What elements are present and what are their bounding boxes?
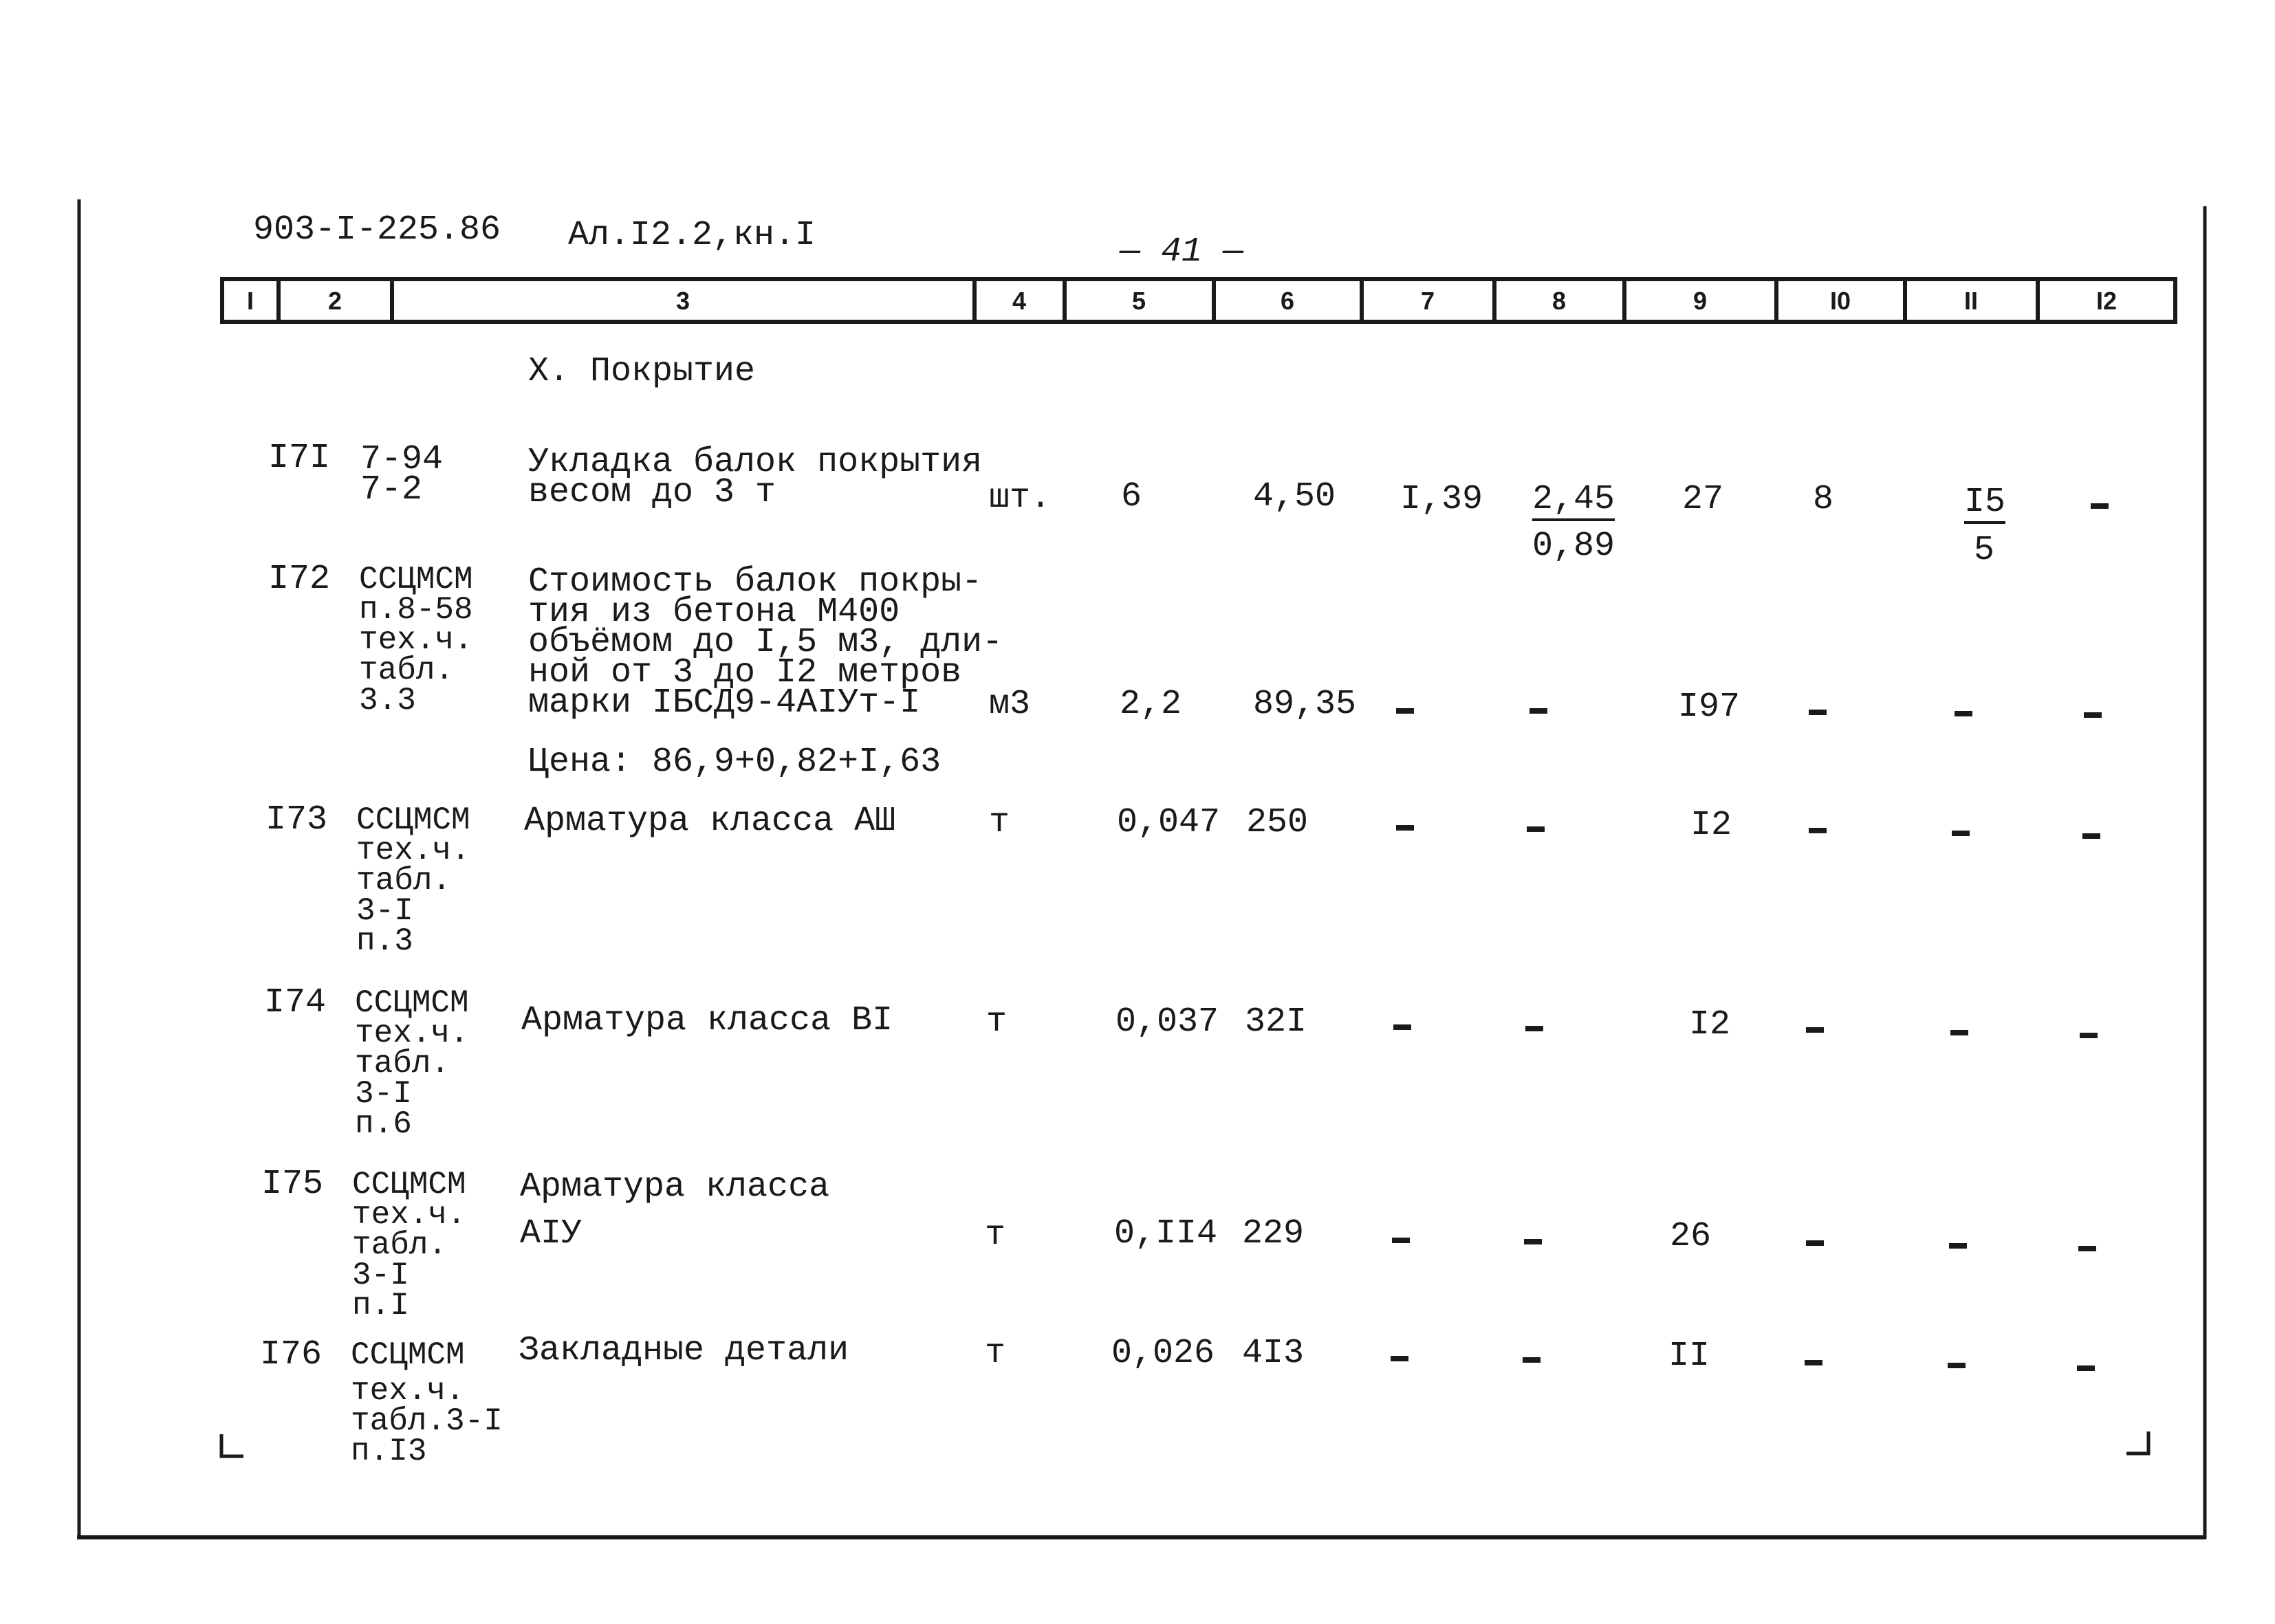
work-description-line: АIУ	[520, 1214, 583, 1253]
album-reference: Ал.I2.2,кн.I	[568, 216, 816, 255]
col-number-8: 8	[1552, 287, 1567, 315]
col10-dash	[1805, 1360, 1822, 1365]
norm-code-line: 3-I	[355, 1076, 412, 1112]
col12-dash	[2082, 833, 2100, 839]
row-number: I73	[265, 800, 328, 840]
norm-code-line: табл.	[352, 1227, 448, 1263]
col12-dash	[2080, 1033, 2098, 1038]
unit: т	[985, 1216, 1006, 1255]
norm-code-line: 3-I	[352, 1258, 409, 1293]
col12-dash	[2077, 1365, 2095, 1371]
norm-code-line: тех.ч.	[351, 1373, 465, 1409]
unit-price: 4,50	[1253, 477, 1336, 516]
norm-code-line: ССЦМСМ	[355, 985, 469, 1021]
col9-value: 27	[1682, 480, 1724, 519]
col11-value-bottom: 5	[1974, 531, 1995, 570]
col-number-4: 4	[1012, 287, 1027, 315]
unit-price: 229	[1242, 1214, 1305, 1253]
unit: м3	[989, 685, 1031, 724]
col10-dash	[1806, 1240, 1824, 1246]
col-number-3: 3	[675, 287, 690, 315]
quantity: 0,047	[1117, 803, 1221, 842]
col11-dash	[1949, 1243, 1967, 1249]
page-number-value: 41	[1161, 232, 1203, 272]
col7-dash	[1391, 1356, 1408, 1361]
norm-code-line: ССЦМСМ	[359, 562, 473, 597]
quantity: 0,026	[1111, 1334, 1215, 1373]
col-number-2: 2	[327, 287, 342, 315]
norm-code-line: 3.3	[359, 683, 416, 718]
col12-dash	[2091, 503, 2109, 509]
col11-dash	[1950, 1030, 1968, 1035]
col11-value-top: I5	[1964, 485, 2005, 524]
col11-dash	[1948, 1363, 1966, 1368]
col9-value: I2	[1689, 1005, 1731, 1044]
norm-code-line: тех.ч.	[355, 1016, 469, 1051]
norm-code-line: табл.	[355, 1046, 450, 1082]
row-number: I7I	[268, 439, 331, 478]
norm-code-line: ССЦМСМ	[351, 1337, 465, 1373]
quantity: 0,II4	[1114, 1214, 1218, 1253]
col10-value: 8	[1813, 480, 1834, 519]
norm-code-line: тех.ч.	[352, 1197, 466, 1233]
norm-code-line: 3-I	[356, 893, 413, 929]
work-description-line: тия из бетона М400	[528, 593, 900, 632]
col8-dash	[1523, 1357, 1541, 1363]
col9-value: II	[1668, 1337, 1710, 1376]
work-description-line: ной от 3 до I2 метров	[528, 653, 962, 692]
norm-code-line: п.8-58	[359, 592, 473, 628]
work-description-line: Арматура класса	[520, 1167, 830, 1207]
col7-dash	[1393, 1024, 1411, 1030]
norm-code-line: п.I	[352, 1288, 409, 1324]
norm-code-line: табл.	[356, 863, 452, 899]
work-description-line: объёмом до I,5 м3, дли-	[528, 623, 1003, 662]
col-number-6: 6	[1280, 287, 1295, 315]
col9-value: I2	[1690, 806, 1732, 845]
col7-dash	[1396, 825, 1414, 831]
quantity: 2,2	[1120, 685, 1182, 724]
norm-code-line: ССЦМСМ	[352, 1167, 466, 1203]
col8-value-top: 2,45	[1532, 483, 1615, 521]
col10-dash	[1809, 828, 1827, 833]
quantity: 0,037	[1115, 1002, 1219, 1042]
work-description-line: Арматура класса ВI	[521, 1001, 893, 1040]
unit: т	[989, 803, 1010, 842]
col7-dash	[1396, 708, 1414, 714]
col8-dash	[1527, 826, 1545, 832]
quantity: 6	[1121, 477, 1142, 516]
col-number-9: 9	[1692, 287, 1708, 315]
col8-value-bottom: 0,89	[1532, 527, 1615, 566]
col-number-11: II	[1963, 287, 1979, 315]
col11-dash	[1955, 711, 1972, 716]
norm-code-line: п.6	[355, 1106, 412, 1142]
price-note: Цена: 86,9+0,82+I,63	[528, 743, 941, 782]
work-description-line: весом до 3 т	[528, 473, 776, 512]
col7-dash	[1392, 1238, 1410, 1243]
col8-dash	[1524, 1239, 1542, 1244]
norm-code-line: 7-2	[360, 470, 423, 509]
unit: т	[985, 1334, 1006, 1373]
document-code: 903-I-225.86	[253, 210, 501, 250]
work-description-line: Закладные детали	[519, 1331, 849, 1370]
row-number: I76	[260, 1335, 323, 1374]
row-number: I75	[261, 1165, 324, 1204]
col10-dash	[1806, 1027, 1824, 1033]
corner-mark-right	[2125, 1430, 2153, 1458]
col8-dash	[1530, 708, 1547, 714]
col12-dash	[2078, 1246, 2096, 1251]
unit: т	[986, 1002, 1008, 1042]
col10-dash	[1809, 710, 1827, 715]
work-description-line: Арматура класса АШ	[524, 802, 896, 841]
norm-code-line: табл.	[359, 652, 455, 688]
col9-value: 26	[1670, 1217, 1712, 1256]
col9-value: I97	[1678, 688, 1741, 727]
section-title: X. Покрытие	[528, 352, 756, 391]
unit-price: 250	[1246, 803, 1309, 842]
col7-value: I,39	[1400, 480, 1483, 519]
col-number-1: I	[246, 287, 254, 315]
unit-price: 4I3	[1242, 1334, 1305, 1373]
norm-code-line: п.I3	[351, 1434, 427, 1469]
row-number: I74	[264, 983, 327, 1022]
col12-dash	[2084, 712, 2102, 718]
norm-code-line: тех.ч.	[359, 622, 473, 658]
unit: шт.	[989, 479, 1052, 518]
col-number-7: 7	[1420, 287, 1435, 315]
work-description-line: Укладка балок покрытия	[528, 443, 983, 482]
col-number-5: 5	[1131, 287, 1146, 315]
col-number-10: I0	[1829, 287, 1851, 315]
page-number: — 41 —	[1120, 232, 1244, 272]
norm-code-line: тех.ч.	[356, 833, 470, 868]
unit-price: 32I	[1245, 1002, 1307, 1042]
row-number: I72	[268, 560, 331, 599]
col8-dash	[1525, 1026, 1543, 1031]
col-number-12: I2	[2096, 287, 2118, 315]
col11-dash	[1952, 831, 1970, 836]
work-description-line: Стоимость балок покры-	[528, 562, 983, 602]
norm-code-line: ССЦМСМ	[356, 802, 470, 838]
work-description-line: марки IБСД9-4АIУт-I	[528, 683, 921, 723]
unit-price: 89,35	[1253, 685, 1357, 724]
corner-mark-left	[219, 1433, 246, 1460]
norm-code-line: 7-94	[360, 440, 444, 479]
norm-code-line: табл.3-I	[351, 1403, 503, 1439]
norm-code-line: п.3	[356, 923, 413, 959]
